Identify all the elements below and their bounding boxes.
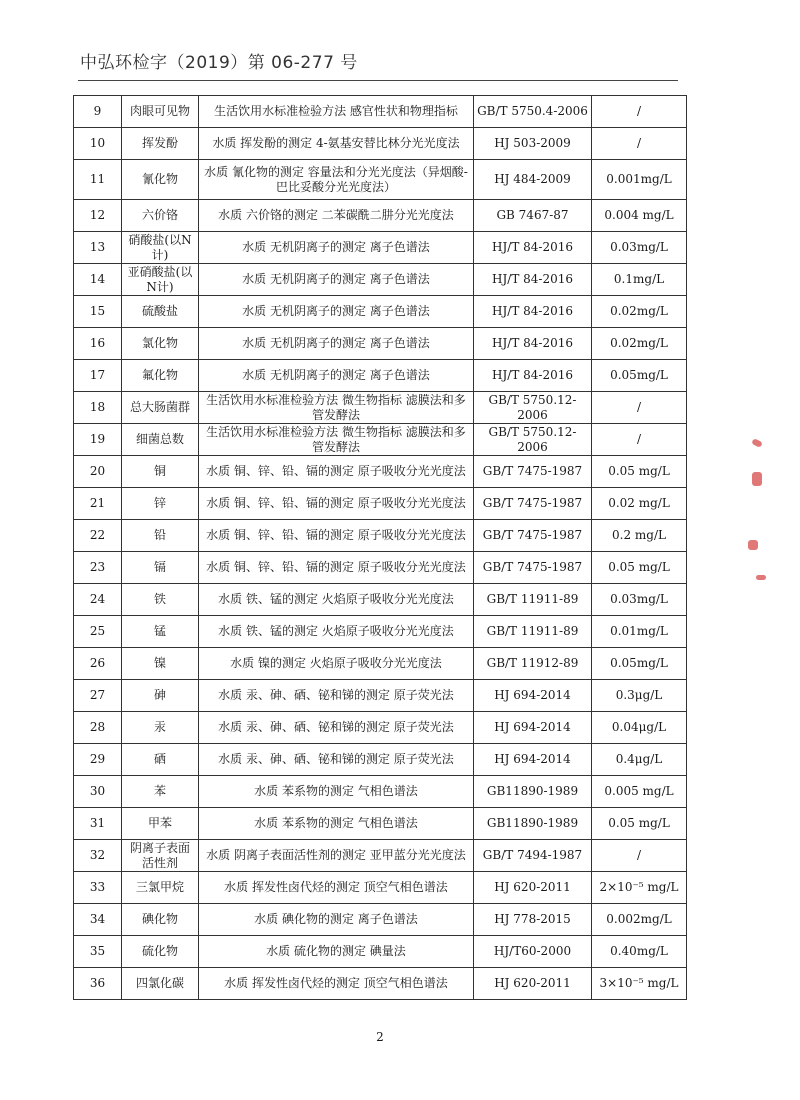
standard-code: GB/T 5750.12-2006 [474,424,592,456]
test-method: 生活饮用水标准检验方法 微生物指标 滤膜法和多管发酵法 [199,424,474,456]
row-number: 26 [74,648,122,680]
test-method: 水质 铜、锌、铅、镉的测定 原子吸收分光光度法 [199,552,474,584]
standard-code: GB/T 11911-89 [474,584,592,616]
parameter-name: 镍 [122,648,199,680]
test-method: 水质 汞、砷、硒、铋和锑的测定 原子荧光法 [199,712,474,744]
row-number: 11 [74,160,122,200]
table-row [74,360,687,392]
row-number: 16 [74,328,122,360]
standard-code: GB/T 11911-89 [474,616,592,648]
detection-limit: 0.01mg/L [592,616,687,648]
table-row [74,904,687,936]
standard-code: HJ 694-2014 [474,744,592,776]
parameter-name: 六价铬 [122,200,199,232]
table-row [74,128,687,160]
detection-limit: 0.002mg/L [592,904,687,936]
table-row [74,968,687,1000]
parameter-name: 锰 [122,616,199,648]
table-row [74,328,687,360]
standard-code: HJ 484-2009 [474,160,592,200]
standard-code: HJ 694-2014 [474,680,592,712]
table-row [74,552,687,584]
detection-limit: 0.4μg/L [592,744,687,776]
parameter-name: 四氯化碳 [122,968,199,1000]
test-method: 水质 汞、砷、硒、铋和锑的测定 原子荧光法 [199,744,474,776]
table-row [74,96,687,128]
parameter-name: 铁 [122,584,199,616]
table-row [74,296,687,328]
table-row [74,456,687,488]
test-method: 水质 铁、锰的测定 火焰原子吸收分光光度法 [199,616,474,648]
test-method: 水质 阴离子表面活性剂的测定 亚甲蓝分光光度法 [199,840,474,872]
parameter-name: 氯化物 [122,328,199,360]
row-number: 20 [74,456,122,488]
table-row [74,584,687,616]
detection-limit: 0.40mg/L [592,936,687,968]
table-row [74,808,687,840]
test-method: 水质 氰化物的测定 容量法和分光光度法（异烟酸-巴比妥酸分光光度法） [199,160,474,200]
parameter-name: 硫化物 [122,936,199,968]
detection-limit: 0.005 mg/L [592,776,687,808]
table-row [74,392,687,424]
parameter-name: 镉 [122,552,199,584]
standard-code: HJ 503-2009 [474,128,592,160]
test-method: 水质 无机阴离子的测定 离子色谱法 [199,296,474,328]
table-row [74,776,687,808]
standard-code: HJ 694-2014 [474,712,592,744]
table-row [74,648,687,680]
row-number: 23 [74,552,122,584]
row-number: 17 [74,360,122,392]
table-row [74,936,687,968]
test-method: 水质 汞、砷、硒、铋和锑的测定 原子荧光法 [199,680,474,712]
table-row [74,232,687,264]
standard-code: HJ/T 84-2016 [474,264,592,296]
parameter-name: 铜 [122,456,199,488]
row-number: 34 [74,904,122,936]
standard-code: HJ 778-2015 [474,904,592,936]
table-row [74,712,687,744]
detection-limit: 0.3μg/L [592,680,687,712]
standard-code: HJ/T 84-2016 [474,232,592,264]
seal-fragment [748,540,758,550]
detection-limit: / [592,128,687,160]
table-row [74,680,687,712]
parameter-name: 阴离子表面活性剂 [122,840,199,872]
detection-limit: 0.05mg/L [592,360,687,392]
detection-limit: 0.05mg/L [592,648,687,680]
row-number: 13 [74,232,122,264]
detection-limit: 0.004 mg/L [592,200,687,232]
standard-code: GB/T 7475-1987 [474,488,592,520]
row-number: 29 [74,744,122,776]
table-row [74,488,687,520]
detection-limit: / [592,392,687,424]
table-row [74,160,687,200]
parameter-name: 总大肠菌群 [122,392,199,424]
row-number: 21 [74,488,122,520]
row-number: 31 [74,808,122,840]
test-method: 水质 铁、锰的测定 火焰原子吸收分光光度法 [199,584,474,616]
seal-fragment [752,472,762,486]
test-method: 水质 苯系物的测定 气相色谱法 [199,808,474,840]
detection-limit: / [592,840,687,872]
standard-code: GB/T 11912-89 [474,648,592,680]
detection-limit: 2×10⁻⁵ mg/L [592,872,687,904]
seal-fragment [751,438,763,448]
table-row [74,744,687,776]
standard-code: GB/T 7475-1987 [474,552,592,584]
row-number: 19 [74,424,122,456]
header-divider [78,80,678,81]
test-method: 水质 铜、锌、铅、镉的测定 原子吸收分光光度法 [199,520,474,552]
row-number: 36 [74,968,122,1000]
table-row [74,520,687,552]
parameter-name: 铅 [122,520,199,552]
detection-limit: / [592,96,687,128]
standard-code: HJ/T 84-2016 [474,296,592,328]
standard-code: HJ/T 84-2016 [474,328,592,360]
test-method: 水质 无机阴离子的测定 离子色谱法 [199,264,474,296]
standard-code: HJ 620-2011 [474,872,592,904]
row-number: 24 [74,584,122,616]
standard-code: GB/T 5750.12-2006 [474,392,592,424]
detection-limit: 0.05 mg/L [592,808,687,840]
test-method: 水质 碘化物的测定 离子色谱法 [199,904,474,936]
row-number: 28 [74,712,122,744]
row-number: 27 [74,680,122,712]
detection-limit: / [592,424,687,456]
test-method: 水质 无机阴离子的测定 离子色谱法 [199,328,474,360]
test-method: 水质 六价铬的测定 二苯碳酰二肼分光光度法 [199,200,474,232]
detection-limit: 0.1mg/L [592,264,687,296]
parameter-name: 汞 [122,712,199,744]
parameter-name: 砷 [122,680,199,712]
parameter-name: 苯 [122,776,199,808]
row-number: 25 [74,616,122,648]
test-method: 水质 镍的测定 火焰原子吸收分光光度法 [199,648,474,680]
test-method: 水质 铜、锌、铅、镉的测定 原子吸收分光光度法 [199,456,474,488]
test-methods-table [73,95,687,1000]
detection-limit: 0.05 mg/L [592,456,687,488]
table-row [74,616,687,648]
standard-code: GB/T 7494-1987 [474,840,592,872]
parameter-name: 挥发酚 [122,128,199,160]
parameter-name: 细菌总数 [122,424,199,456]
row-number: 9 [74,96,122,128]
test-method: 生活饮用水标准检验方法 微生物指标 滤膜法和多管发酵法 [199,392,474,424]
parameter-name: 碘化物 [122,904,199,936]
row-number: 30 [74,776,122,808]
seal-fragment [756,575,766,580]
page-number: 2 [376,1030,384,1044]
detection-limit: 0.2 mg/L [592,520,687,552]
parameter-name: 肉眼可见物 [122,96,199,128]
detection-limit: 0.02mg/L [592,296,687,328]
test-method: 水质 挥发酚的测定 4-氨基安替比林分光光度法 [199,128,474,160]
table-row [74,200,687,232]
standard-code: HJ 620-2011 [474,968,592,1000]
row-number: 33 [74,872,122,904]
parameter-name: 氰化物 [122,160,199,200]
standard-code: GB11890-1989 [474,808,592,840]
standard-code: HJ/T60-2000 [474,936,592,968]
parameter-name: 甲苯 [122,808,199,840]
table-row [74,264,687,296]
test-method: 水质 无机阴离子的测定 离子色谱法 [199,232,474,264]
parameter-name: 硝酸盐(以N计) [122,232,199,264]
test-method: 水质 苯系物的测定 气相色谱法 [199,776,474,808]
table-row [74,840,687,872]
standard-code: GB/T 5750.4-2006 [474,96,592,128]
report-number: 中弘环检字（2019）第 06-277 号 [80,53,358,73]
detection-limit: 0.05 mg/L [592,552,687,584]
parameter-name: 三氯甲烷 [122,872,199,904]
test-method: 水质 挥发性卤代烃的测定 顶空气相色谱法 [199,872,474,904]
test-method: 水质 无机阴离子的测定 离子色谱法 [199,360,474,392]
row-number: 15 [74,296,122,328]
standard-code: GB 7467-87 [474,200,592,232]
test-method: 生活饮用水标准检验方法 感官性状和物理指标 [199,96,474,128]
detection-limit: 0.02 mg/L [592,488,687,520]
parameter-name: 硫酸盐 [122,296,199,328]
parameter-name: 氟化物 [122,360,199,392]
test-method: 水质 挥发性卤代烃的测定 顶空气相色谱法 [199,968,474,1000]
standard-code: GB/T 7475-1987 [474,456,592,488]
standard-code: HJ/T 84-2016 [474,360,592,392]
detection-limit: 3×10⁻⁵ mg/L [592,968,687,1000]
standard-code: GB11890-1989 [474,776,592,808]
detection-limit: 0.03mg/L [592,232,687,264]
row-number: 14 [74,264,122,296]
row-number: 22 [74,520,122,552]
test-method: 水质 硫化物的测定 碘量法 [199,936,474,968]
detection-limit: 0.03mg/L [592,584,687,616]
detection-limit: 0.001mg/L [592,160,687,200]
row-number: 18 [74,392,122,424]
table-row [74,872,687,904]
parameter-name: 亚硝酸盐(以N计) [122,264,199,296]
row-number: 12 [74,200,122,232]
row-number: 35 [74,936,122,968]
detection-limit: 0.02mg/L [592,328,687,360]
standard-code: GB/T 7475-1987 [474,520,592,552]
table-row [74,424,687,456]
row-number: 32 [74,840,122,872]
parameter-name: 硒 [122,744,199,776]
detection-limit: 0.04μg/L [592,712,687,744]
test-method: 水质 铜、锌、铅、镉的测定 原子吸收分光光度法 [199,488,474,520]
parameter-name: 锌 [122,488,199,520]
row-number: 10 [74,128,122,160]
